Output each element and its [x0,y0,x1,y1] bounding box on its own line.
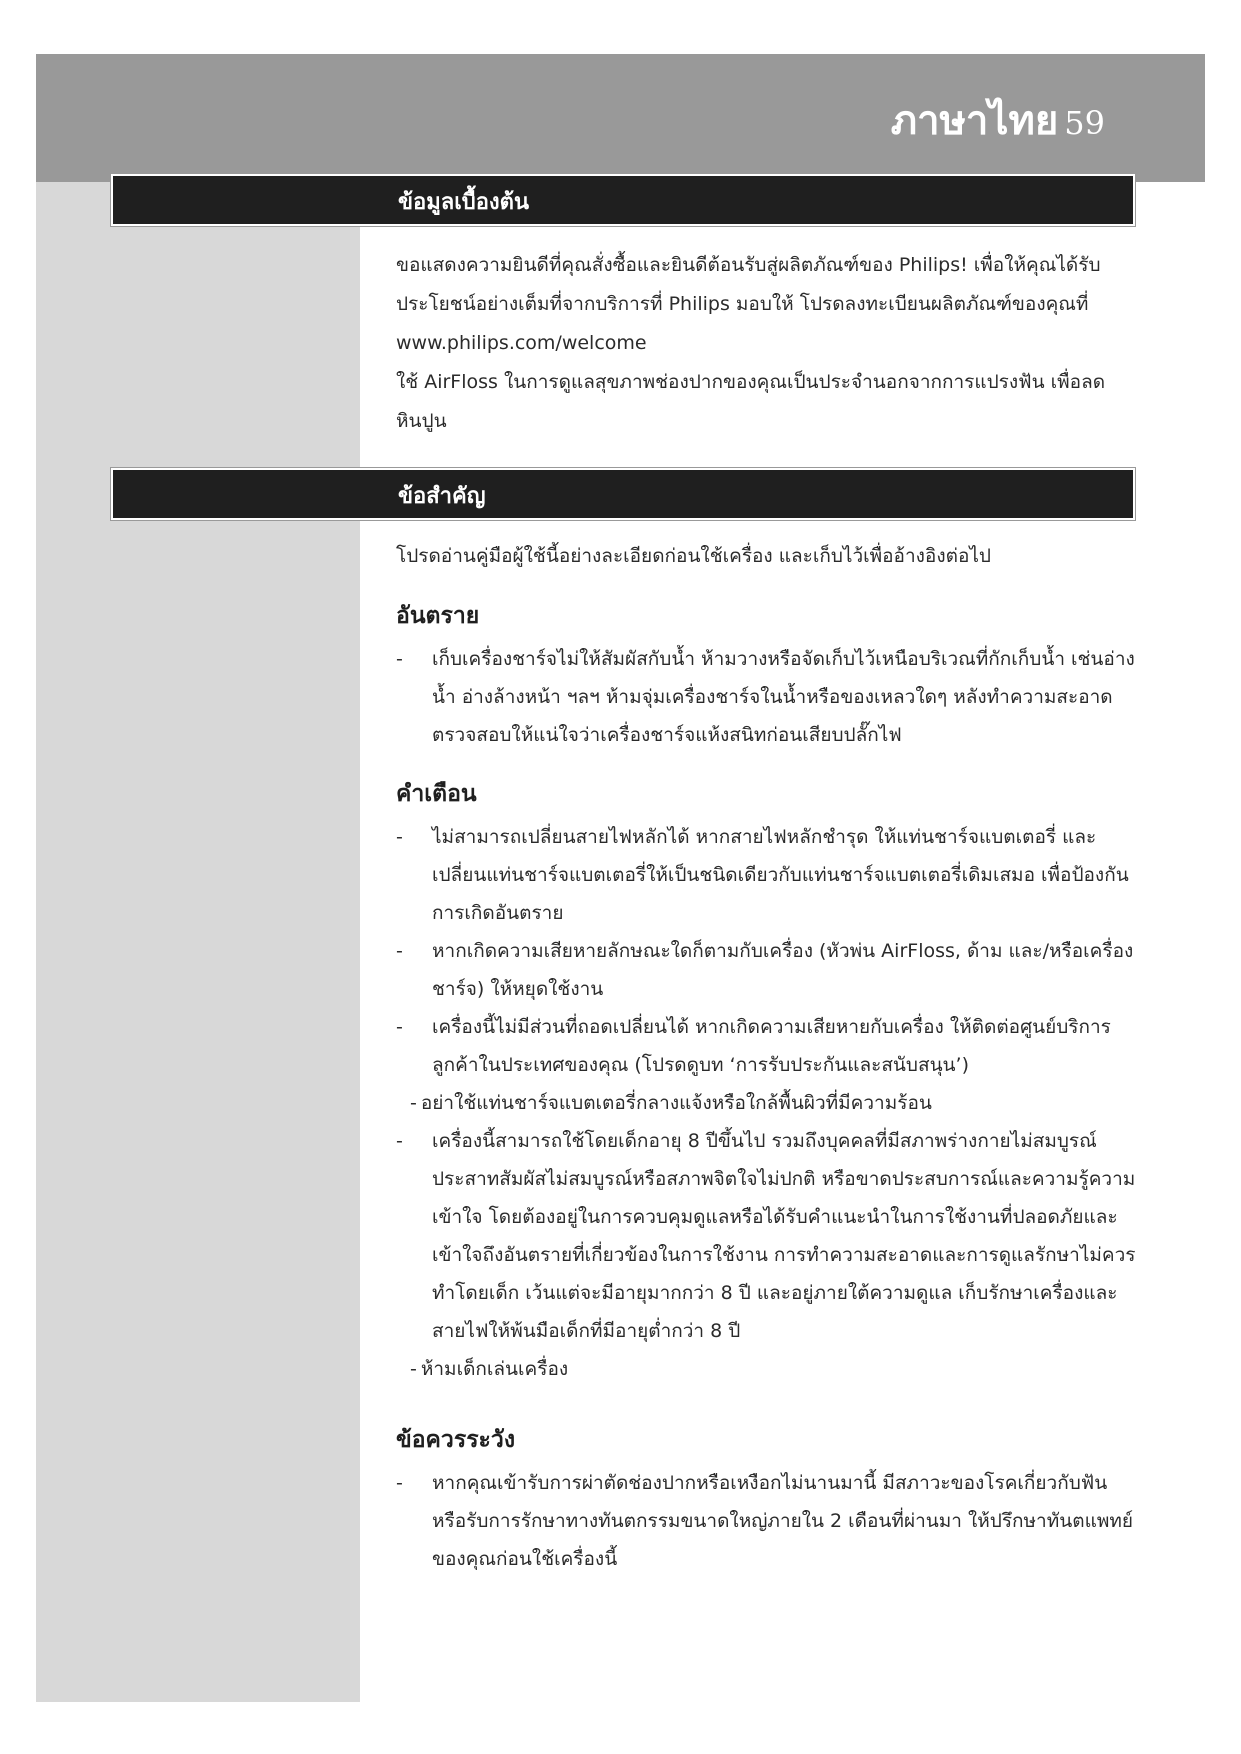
important-intro [396,537,1136,576]
list-item [396,1464,1141,1578]
page-number: 59 [1064,104,1105,142]
dash-marker: - [396,826,403,848]
dash-marker: - [396,1016,403,1038]
list-item [396,818,1141,932]
warning-heading: คำเตือน [396,781,477,807]
caution-list [396,1464,1141,1578]
list-item-text: ไม่สามารถเปลี่ยนสายไฟหลักได้ หากสายไฟหลักชำรุด ให้แท่นชาร์จแบตเตอรี่ และเปลี่ยนแท่นชาร์จแบตเตอรี่ให้เป็นชนิดเดียวกับแท่นชาร์จแบตเตอรี่เดิมเสมอ เพื่อป้องกันการเกิดอันตราย [432,826,1129,924]
caution-heading: ข้อควรระวัง [396,1427,516,1453]
page-title [891,88,1105,152]
danger-list [396,640,1141,754]
section-title: ข้อมูลเบื้องต้น [398,190,530,215]
list-item-text: หากคุณเข้ารับการผ่าตัดช่องปากหรือเหงือกไม่นานมานี้ มีสภาวะของโรคเกี่ยวกับฟัน หรือรับการรักษาทางทันตกรรมขนาดใหญ่ภายใน 2 เดือนที่ผ่านมา ให้ปรึกษาทันตแพทย์ของคุณก่อนใช้เครื่องนี้ [432,1472,1134,1570]
dash-marker: - [396,1472,403,1494]
list-item-text: หากเกิดความเสียหายลักษณะใดก็ตามกับเครื่อง (หัวพ่น AirFloss, ด้าม และ/หรือเครื่องชาร์จ) ให้หยุดใช้งาน [432,940,1134,1000]
dash-marker: - [396,1130,403,1152]
dash-marker: - [410,1092,417,1114]
introduction-body [396,246,1136,441]
list-item-text: ห้ามเด็กเล่นเครื่อง [420,1358,569,1380]
list-item [396,1350,1141,1388]
list-item-text: เครื่องนี้สามารถใช้โดยเด็กอายุ 8 ปีขึ้นไป รวมถึงบุคคลที่มีสภาพร่างกายไม่สมบูรณ์ ประสาทสัมผัสไม่สมบูรณ์หรือสภาพจิตใจไม่ปกติ หรือขาดประสบการณ์และความรู้ความเข้าใจ โดยต้องอยู่ในการควบคุมดูแลหรือได้รับคำแนะนำในการใช้งานที่ปลอดภัยและเข้าใจถึงอันตรายที่เกี่ยวข้องในการใช้งาน การทำความสะอาดและการดูแลรักษาไม่ควรทำโดยเด็ก เว้นแต่จะมีอายุมากกว่า 8 ปี และอยู่ภายใต้ความดูแล เก็บรักษาเครื่องและสายไฟให้พ้นมือเด็กที่มีอายุต่ำกว่า 8 ปี [432,1130,1136,1342]
danger-heading: อันตราย [396,603,480,629]
section-title: ข้อสำคัญ [398,484,486,509]
dash-marker: - [396,648,403,670]
list-item-text: อย่าใช้แท่นชาร์จแบตเตอรี่กลางแจ้งหรือใกล้พื้นผิวที่มีความร้อน [420,1092,932,1114]
language-title: ภาษาไทย [890,97,1059,144]
left-margin-column [36,182,360,1702]
section-header-important [111,468,1135,520]
section-header-introduction [111,174,1135,226]
list-item [396,1008,1141,1084]
warning-list [396,818,1141,1388]
dash-marker: - [396,940,403,962]
introduction-paragraph: ใช้ AirFloss ในการดูแลสุขภาพช่องปากของคุณเป็นประจำนอกจากการแปรงฟัน เพื่อลดหินปูน [396,371,1106,432]
important-intro-text: โปรดอ่านคู่มือผู้ใช้นี้อย่างละเอียดก่อนใช้เครื่อง และเก็บไว้เพื่ออ้างอิงต่อไป [396,545,991,567]
list-item [396,1084,1141,1122]
list-item [396,640,1141,754]
list-item [396,932,1141,1008]
list-item-text: เก็บเครื่องชาร์จไม่ให้สัมผัสกับน้ำ ห้ามวางหรือจัดเก็บไว้เหนือบริเวณที่กักเก็บน้ำ เช่นอ่างน้ำ อ่างล้างหน้า ฯลฯ ห้ามจุ่มเครื่องชาร์จในน้ำหรือของเหลวใดๆ หลังทำความสะอาด ตรวจสอบให้แน่ใจว่าเครื่องชาร์จแห้งสนิทก่อนเสียบปลั๊กไฟ [432,648,1135,746]
dash-marker: - [410,1358,417,1380]
list-item [396,1122,1141,1350]
introduction-paragraph: ขอแสดงความยินดีที่คุณสั่งซื้อและยินดีต้อนรับสู่ผลิตภัณฑ์ของ Philips! เพื่อให้คุณได้รับประโยชน์อย่างเต็มที่จากบริการที่ Philips มอบให้ โปรดลงทะเบียนผลิตภัณฑ์ของคุณที่ www.philips.com/welcome [396,254,1101,354]
list-item-text: เครื่องนี้ไม่มีส่วนที่ถอดเปลี่ยนได้ หากเกิดความเสียหายกับเครื่อง ให้ติดต่อศูนย์บริการลูกค้าในประเทศของคุณ (โปรดดูบท ‘การรับประกันและสนับสนุน’) [432,1016,1111,1076]
